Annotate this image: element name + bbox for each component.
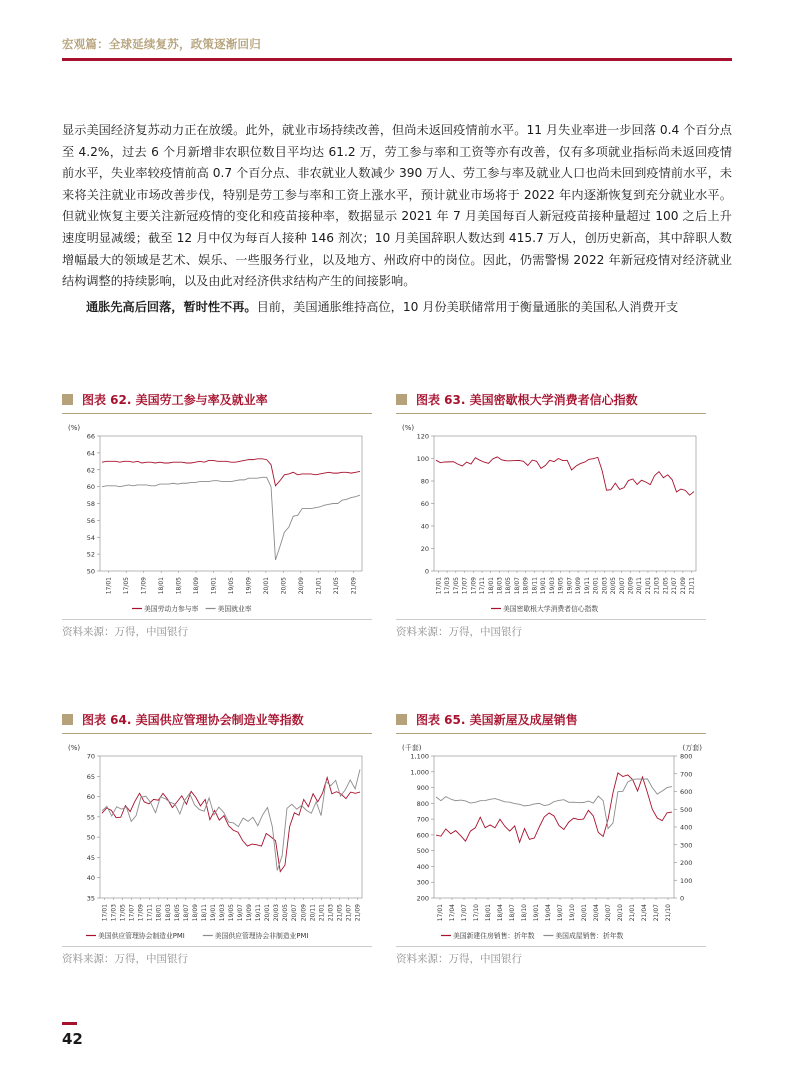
y-axis-label: (%) — [402, 424, 415, 432]
y-axis-label: (%) — [68, 424, 81, 432]
source-rule — [396, 619, 706, 620]
x-tick-label: 21/05 — [662, 577, 670, 595]
figure-source: 资料来源：万得，中国银行 — [62, 626, 188, 638]
x-tick-label: 21/03 — [327, 904, 335, 922]
x-tick-label: 19/09 — [575, 577, 583, 595]
legend-label-0: 美国新建住房销售：折年数 — [453, 932, 535, 940]
x-tick-label: 18/01 — [487, 577, 495, 595]
page-number: 42 — [62, 1030, 83, 1048]
y-tick-label: 300 — [416, 878, 429, 887]
x-tick-label: 18/03 — [496, 577, 504, 595]
x-tick-label: 20/07 — [618, 577, 626, 595]
x-tick-label: 20/11 — [309, 904, 317, 922]
y-tick-label: 60 — [420, 500, 429, 508]
legend-label-0: 美国劳动力参与率 — [144, 605, 199, 613]
y-tick-label: 200 — [416, 894, 429, 903]
y-axis-label: (%) — [68, 744, 81, 752]
x-tick-label: 19/07 — [237, 904, 245, 922]
x-tick-label: 20/01 — [262, 577, 270, 595]
y-tick-label: 600 — [416, 831, 429, 840]
x-tick-label: 21/09 — [679, 577, 687, 595]
x-tick-label: 17/01 — [435, 577, 443, 595]
x-tick-label: 18/05 — [505, 577, 513, 595]
figure-title-bar — [62, 390, 372, 408]
y-tick-label: 58 — [86, 500, 95, 508]
series-line-0 — [436, 457, 694, 495]
x-tick-label: 18/09 — [191, 904, 199, 922]
x-tick-label: 19/05 — [557, 577, 565, 595]
source-rule — [62, 619, 372, 620]
x-tick-label: 17/07 — [128, 904, 136, 922]
x-tick-label: 17/11 — [146, 904, 154, 922]
y-tick-label: 100 — [416, 455, 429, 463]
x-tick-label: 21/01 — [318, 904, 326, 922]
x-tick-label: 19/07 — [557, 904, 564, 922]
y-tick-label: 1,100 — [410, 752, 429, 761]
y-tick-label: 60 — [86, 483, 95, 492]
x-tick-label: 21/05 — [332, 577, 340, 595]
y-tick-label: 54 — [86, 533, 95, 542]
y2-tick-label: 100 — [680, 876, 693, 885]
x-tick-label: 17/04 — [449, 904, 456, 922]
figure-title: 图表 65. 美国新屋及成屋销售 — [416, 712, 578, 727]
body-text — [62, 120, 732, 318]
y-tick-label: 65 — [86, 772, 95, 781]
figure-source: 资料来源：万得，中国银行 — [62, 953, 188, 965]
x-tick-label: 20/10 — [617, 904, 624, 922]
figure-marker-icon — [62, 394, 73, 405]
y-tick-label: 900 — [416, 784, 429, 793]
plot-frame — [100, 756, 362, 898]
x-tick-label: 19/01 — [540, 577, 548, 595]
y2-tick-label: 300 — [680, 841, 693, 850]
x-tick-label: 19/01 — [533, 904, 540, 922]
legend-label-0: 美国供应管理协会制造业PMI — [98, 932, 185, 940]
figure-63 — [396, 390, 706, 639]
figure-marker-icon — [396, 714, 407, 725]
y-tick-label: 20 — [420, 545, 429, 553]
plot-frame — [100, 436, 362, 571]
x-tick-label: 18/01 — [158, 577, 166, 595]
y-tick-label: 56 — [86, 516, 95, 525]
y2-tick-label: 400 — [680, 823, 693, 832]
x-tick-label: 21/09 — [350, 577, 358, 595]
x-tick-label: 21/03 — [653, 577, 661, 595]
x-tick-label: 17/05 — [123, 577, 131, 595]
legend-label-0: 美国密歇根大学消费者信心指数 — [503, 605, 599, 613]
x-tick-label: 21/07 — [345, 904, 353, 922]
x-tick-label: 18/07 — [509, 904, 516, 922]
x-tick-label: 19/09 — [245, 577, 253, 595]
y-tick-label: 60 — [86, 793, 95, 802]
x-tick-label: 18/11 — [531, 577, 539, 595]
x-tick-label: 19/03 — [218, 904, 226, 922]
chart-consumer-sentiment — [396, 414, 706, 619]
y-tick-label: 400 — [416, 862, 429, 871]
paragraph-2-rest: 目前，美国通胀维持高位，10 月份美联储常用于衡量通胀的美国私人消费开支 — [256, 299, 679, 314]
x-tick-label: 21/01 — [629, 904, 636, 922]
figure-62 — [62, 390, 372, 639]
y2-tick-label: 700 — [680, 770, 693, 779]
legend-label-1: 美国供应管理协会非制造业PMI — [214, 932, 309, 940]
x-tick-label: 20/03 — [601, 577, 609, 595]
x-tick-label: 19/10 — [569, 904, 576, 922]
y-tick-label: 45 — [86, 853, 95, 862]
paragraph-2-bold: 通胀先高后回落，暂时性不再。 — [86, 299, 257, 314]
y-tick-label: 500 — [416, 847, 429, 856]
plot-frame — [434, 436, 696, 571]
x-tick-label: 17/10 — [473, 904, 480, 922]
page-number-bar — [62, 1022, 77, 1025]
figure-title: 图表 63. 美国密歇根大学消费者信心指数 — [416, 392, 638, 407]
x-tick-label: 20/01 — [581, 904, 588, 922]
x-tick-label: 18/09 — [193, 577, 201, 595]
x-tick-label: 20/09 — [627, 577, 635, 595]
x-tick-label: 17/01 — [105, 577, 113, 595]
figure-64 — [62, 710, 372, 966]
x-tick-label: 17/01 — [437, 904, 444, 922]
figure-title: 图表 64. 美国供应管理协会制造业等指数 — [82, 712, 304, 727]
x-tick-label: 21/05 — [336, 904, 344, 922]
x-tick-label: 18/04 — [497, 904, 504, 922]
figure-marker-icon — [62, 714, 73, 725]
y2-tick-label: 0 — [680, 894, 685, 903]
x-tick-label: 19/05 — [228, 577, 235, 595]
x-tick-label: 17/05 — [452, 577, 460, 595]
plot-frame — [434, 756, 674, 898]
y-tick-label: 35 — [86, 894, 95, 903]
x-tick-label: 18/07 — [182, 904, 190, 922]
y-tick-label: 70 — [86, 752, 95, 761]
x-tick-label: 20/04 — [593, 904, 600, 922]
x-tick-label: 17/03 — [110, 904, 118, 922]
y-tick-label: 40 — [420, 522, 429, 531]
y-axis-label: (千套) — [402, 744, 422, 752]
header-rule — [62, 58, 732, 61]
x-tick-label: 17/03 — [444, 577, 452, 595]
x-tick-label: 20/01 — [592, 577, 600, 595]
x-tick-label: 18/07 — [513, 577, 521, 595]
paragraph-2 — [62, 297, 732, 319]
series-line-1 — [102, 477, 360, 560]
y-tick-label: 52 — [86, 550, 95, 559]
series-line-0 — [102, 778, 360, 872]
y-tick-label: 50 — [86, 567, 95, 576]
y-tick-label: 700 — [416, 815, 429, 824]
figure-source: 资料来源：万得，中国银行 — [396, 626, 522, 638]
x-tick-label: 21/11 — [688, 577, 696, 595]
source-rule — [62, 946, 372, 947]
y2-tick-label: 800 — [680, 752, 693, 761]
y2-tick-label: 200 — [680, 859, 693, 867]
figure-title-bar — [62, 710, 372, 728]
figure-marker-icon — [396, 394, 407, 405]
x-tick-label: 20/03 — [273, 904, 281, 922]
chart-labor-participation — [62, 414, 372, 619]
x-tick-label: 18/05 — [173, 904, 181, 922]
x-tick-label: 17/09 — [470, 577, 478, 595]
x-tick-label: 20/05 — [610, 577, 618, 595]
x-tick-label: 21/07 — [671, 577, 679, 595]
x-tick-label: 18/09 — [522, 577, 530, 595]
x-tick-label: 19/05 — [228, 904, 235, 922]
x-tick-label: 18/11 — [200, 904, 208, 922]
y-tick-label: 800 — [416, 799, 429, 808]
page-header — [62, 36, 732, 52]
x-tick-label: 20/01 — [264, 904, 272, 922]
x-tick-label: 21/09 — [354, 904, 362, 922]
y-tick-label: 40 — [86, 874, 95, 883]
x-tick-label: 17/01 — [101, 904, 109, 922]
header-title: 宏观篇：全球延续复苏，政策逐渐回归 — [62, 37, 261, 51]
x-tick-label: 20/11 — [636, 577, 644, 595]
source-rule — [396, 946, 706, 947]
x-tick-label: 17/07 — [461, 904, 468, 922]
x-tick-label: 20/05 — [280, 577, 288, 595]
x-tick-label: 19/04 — [545, 904, 552, 922]
x-tick-label: 19/11 — [583, 577, 591, 595]
x-tick-label: 19/01 — [209, 904, 217, 922]
chart-home-sales — [396, 734, 706, 946]
y-tick-label: 50 — [86, 833, 95, 842]
figure-65 — [396, 710, 706, 966]
x-tick-label: 19/03 — [548, 577, 556, 595]
x-tick-label: 18/03 — [164, 904, 172, 922]
y-tick-label: 1,000 — [410, 768, 429, 777]
x-tick-label: 20/09 — [297, 577, 305, 595]
x-tick-label: 19/07 — [566, 577, 574, 595]
x-tick-label: 20/09 — [300, 904, 308, 922]
x-tick-label: 18/01 — [485, 904, 492, 922]
figure-title: 图表 62. 美国劳工参与率及就业率 — [82, 392, 268, 407]
x-tick-label: 20/07 — [291, 904, 299, 922]
x-tick-label: 18/05 — [175, 577, 183, 595]
x-tick-label: 17/07 — [461, 577, 469, 595]
x-tick-label: 21/07 — [653, 904, 660, 922]
x-tick-label: 21/01 — [644, 577, 652, 595]
x-tick-label: 21/10 — [665, 904, 672, 922]
x-tick-label: 19/01 — [210, 577, 218, 595]
x-tick-label: 17/05 — [119, 904, 127, 922]
y-tick-label: 80 — [420, 477, 429, 486]
y-tick-label: 62 — [86, 466, 95, 475]
y2-axis-label: (万套) — [682, 744, 702, 752]
figure-title-bar — [396, 390, 706, 408]
x-tick-label: 18/01 — [155, 904, 163, 922]
x-tick-label: 17/09 — [137, 904, 145, 922]
chart-ism-pmi — [62, 734, 372, 946]
y-tick-label: 55 — [86, 813, 95, 822]
figure-source: 资料来源：万得，中国银行 — [396, 953, 522, 965]
y2-tick-label: 500 — [680, 805, 693, 814]
series-line-1 — [436, 779, 672, 829]
x-tick-label: 17/11 — [479, 577, 487, 595]
x-tick-label: 21/04 — [641, 904, 648, 922]
y2-tick-label: 600 — [680, 788, 693, 796]
y-tick-label: 120 — [416, 432, 429, 441]
legend-label-1: 美国成屋销售：折年数 — [555, 932, 624, 940]
y-tick-label: 66 — [86, 432, 95, 441]
x-tick-label: 18/10 — [521, 904, 528, 922]
x-tick-label: 19/11 — [255, 904, 263, 922]
y-tick-label: 64 — [86, 449, 95, 458]
x-tick-label: 21/01 — [315, 577, 323, 595]
series-line-0 — [436, 773, 672, 842]
paragraph-1: 显示美国经济复苏动力正在放缓。此外，就业市场持续改善，但尚未返回疫情前水平。11 月失业率进一步回落 0.4 个百分点至 4.2%，过去 6 个月新增非农职位数目平均达 61.2 万，劳工参与率和工资等亦有改善，仅有多项就业指标尚未返回疫情前水平，失业率较疫情前高 0.7 个百分点、非农就业人数减少 390 万人、劳工参与率及就业人口也尚未回到疫情前水平，未来将关注就业市场改善步伐，特别是劳工参与率和工资上涨水平，预计就业市场将于 2022 年内逐渐恢复到充分就业水平。但就业恢复主要关注新冠疫情的变化和疫苗接种率，数据显示 2021 年 7 月美国每百人新冠疫苗接种量超过 100 之后上升速度明显减缓；截至 12 月中仅为每百人接种 146 剂次；10 月美国辞职人数达到 415.7 万人，创历史新高，其中辞职人数增幅最大的领域是艺术、娱乐、一些服务行业，以及地方、州政府中的岗位。因此，仍需警惕 2022 年新冠疫情对经济就业结构调整的持续影响，以及由此对经济供求结构产生的间接影响。 — [62, 123, 732, 289]
x-tick-label: 17/09 — [140, 577, 148, 595]
x-tick-label: 20/05 — [282, 904, 290, 922]
series-line-1 — [102, 769, 360, 870]
y-tick-label: 0 — [424, 567, 429, 576]
x-tick-label: 20/07 — [605, 904, 612, 922]
x-tick-label: 19/09 — [246, 904, 254, 922]
figure-title-bar — [396, 710, 706, 728]
legend-label-1: 美国就业率 — [217, 605, 252, 613]
